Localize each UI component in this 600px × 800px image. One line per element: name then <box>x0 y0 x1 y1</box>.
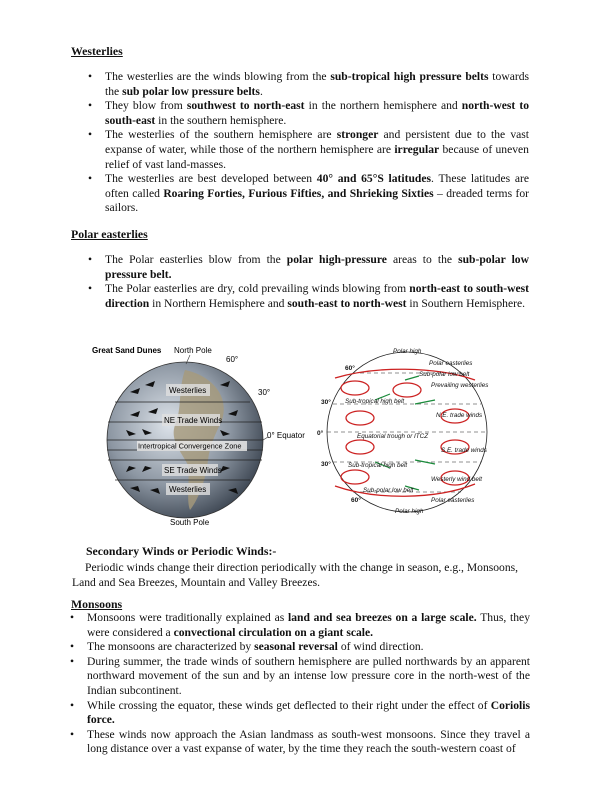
section-heading-polar-easterlies: Polar easterlies <box>71 227 148 241</box>
monsoons-bullet-text: These winds now approach the Asian landmass as south-west monsoons. Since they travel a long distance over a vast expanse of water, by the time they reach the south-western coast of <box>87 727 530 756</box>
monsoons-bullet-text: While crossing the equator, these winds get deflected to their right under the effect of Coriolis force. <box>87 698 530 727</box>
westerlies-bullet-item <box>88 70 530 99</box>
section-heading-westerlies: Westerlies <box>71 44 123 58</box>
label-30-degrees: 30° <box>258 388 271 397</box>
secondary-winds-paragraph: Periodic winds change their direction periodically with the change in season, e.g., Monsoons, Land and Sea Breezes, Mountain and Valley Breezes. <box>72 561 519 589</box>
label-polar-easterlies-top: Polar easterlies <box>429 360 473 367</box>
monsoons-bullet-item <box>70 640 530 655</box>
westerlies-bullet-list <box>88 70 530 216</box>
polar-easterlies-bullet-item <box>88 282 529 311</box>
label-se-trade-winds: S.E. trade winds <box>441 447 487 454</box>
label-lat-60s: 60° <box>351 497 361 504</box>
bullet-marker: • <box>88 253 93 266</box>
label-lat-60n: 60° <box>345 365 355 372</box>
bullet-marker: • <box>70 654 75 668</box>
westerlies-bullet-text: The westerlies are best developed between 40° and 65°S latitudes. These latitudes are often called Roaring Forties, Furious Fifties, and Shrieking Sixties – dreaded terms for sailors. <box>105 172 530 215</box>
westerlies-bullet-text: They blow from southwest to north-east in the northern hemisphere and north-west to south-east in the southern hemisphere. <box>105 99 529 127</box>
label-lat-30n: 30° <box>321 399 331 406</box>
monsoons-bullet-text: During summer, the trade winds of southern hemisphere are pulled northwards by an apparent northward movement of the sun and by an intense low pressure core in the north-west of the Indian subcontinent. <box>87 654 530 697</box>
monsoons-bullet-item <box>70 654 530 699</box>
monsoons-bullet-item <box>70 727 530 757</box>
label-sub-tropical-high-bottom: Sub-tropical high belt <box>348 462 408 469</box>
secondary-winds-title: Secondary Winds or Periodic Winds:- <box>86 544 277 558</box>
label-westerlies-top: Westerlies <box>169 386 207 395</box>
label-polar-high-top: Polar high <box>393 348 422 355</box>
label-polar-easterlies-bottom: Polar easterlies <box>431 497 475 504</box>
bullet-marker: • <box>70 698 75 712</box>
section-heading-monsoons: Monsoons <box>71 597 123 611</box>
bullet-marker: • <box>88 282 93 296</box>
label-lat-0: 0° <box>317 430 324 437</box>
bullet-marker: • <box>70 727 75 741</box>
polar-easterlies-bullet-text: The Polar easterlies are dry, cold prevailing winds blowing from north-east to south-west direction in Northern Hemisphere and south-east to north-west in Southern Hemisphere. <box>105 282 529 310</box>
label-equator: 0° Equator <box>267 431 305 440</box>
label-sub-tropical-high-top: Sub-tropical high belt <box>345 398 405 405</box>
westerlies-bullet-text: The westerlies are the winds blowing from the sub-tropical high pressure belts towards the sub polar low pressure belts. <box>105 70 530 98</box>
westerlies-bullet-item <box>88 172 530 216</box>
bullet-marker: • <box>70 640 75 654</box>
bullet-marker: • <box>88 70 93 83</box>
label-60-degrees: 60° <box>226 355 239 364</box>
polar-easterlies-bullet-text: The Polar easterlies blow from the polar high-pressure areas to the sub-polar low pressure belt. <box>105 253 529 281</box>
label-sub-polar-low-bottom: Sub-polar low belt <box>363 487 414 494</box>
monsoons-bullet-item <box>70 611 530 640</box>
polar-easterlies-bullet-list <box>88 253 529 311</box>
label-sub-polar-low-top: Sub-polar low belt <box>419 371 470 378</box>
westerlies-bullet-item <box>88 128 529 172</box>
bullet-marker: • <box>88 172 93 186</box>
label-westerlies-bottom: Westerlies <box>169 485 207 494</box>
bullet-marker: • <box>88 99 93 113</box>
monsoons-bullet-list <box>70 611 530 757</box>
monsoons-bullet-item <box>70 698 530 728</box>
pressure-belts-figure <box>315 346 500 516</box>
label-equatorial-trough: Equatorial trough or ITCZ <box>357 433 429 440</box>
westerlies-bullet-item <box>88 99 529 128</box>
label-north-pole: North Pole <box>174 346 212 355</box>
label-westerly-wind-belt: Westerly wind belt <box>431 476 482 483</box>
westerlies-bullet-text: The westerlies of the southern hemisphere are stronger and persistent due to the vast expanse of water, while those of the northern hemisphere are irregular because of uneven relief of vast land-masses. <box>105 128 529 171</box>
label-polar-high-bottom: Polar high <box>395 508 424 515</box>
label-prevailing-westerlies: Prevailing westerlies <box>431 382 489 389</box>
polar-easterlies-bullet-item <box>88 253 529 282</box>
globe-wind-figure <box>90 340 315 530</box>
label-south-pole: South Pole <box>170 518 210 527</box>
monsoons-bullet-text: Monsoons were traditionally explained as land and sea breezes on a large scale. Thus, they were considered a convectional circulation on a giant scale. <box>87 611 530 639</box>
monsoons-bullet-text: The monsoons are characterized by seasonal reversal of wind direction. <box>87 640 424 654</box>
label-lat-30s: 30° <box>321 461 331 468</box>
label-ne-trade: NE Trade Winds <box>164 416 223 425</box>
label-great-sand-dunes: Great Sand Dunes <box>92 346 162 355</box>
label-se-trade: SE Trade Winds <box>164 466 222 475</box>
label-itcz: Intertropical Convergence Zone <box>138 441 242 451</box>
label-ne-trade-winds: N.E. trade winds <box>436 412 483 419</box>
bullet-marker: • <box>88 128 93 142</box>
bullet-marker: • <box>70 611 75 624</box>
